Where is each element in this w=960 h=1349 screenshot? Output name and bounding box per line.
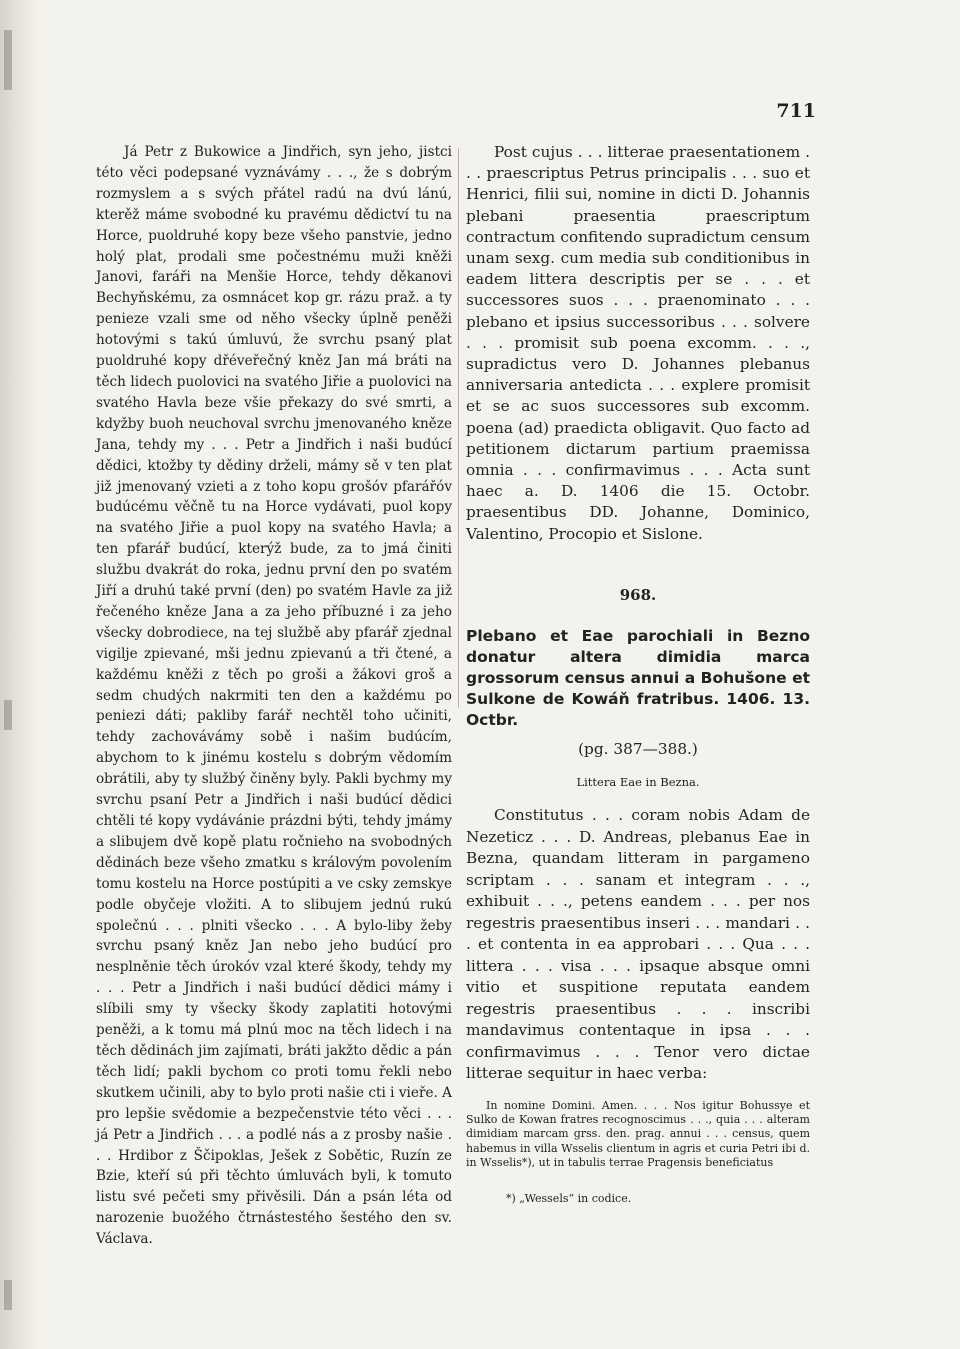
scan-binding-edge (0, 0, 40, 1349)
latin-body-text: Constitutus . . . coram nobis Adam de Nezeticz . . . D. Andreas, plebanus Eae in Bezna, quandam litteram in pargameno scriptam . . . sanam et integram . . ., exhibuit . . ., petens eandem . . . per nos regestris praesentibus inseri . . . mandari . . . et contenta in ea approbari . . . Qua . . . littera . . . visa . . . ipsaque absque omni vitio et suspitione reputata eandem regestris praesentibus . . . inscribi mandavimus contentaque in ipsa . . . confirmavimus . . . Tenor vero dictae litterae sequitur in haec verba: (466, 806, 810, 1083)
column-divider (458, 148, 459, 708)
left-column (96, 142, 452, 1250)
scan-artifact (4, 1280, 12, 1310)
continuation-text: Post cujus . . . litterae praesentationem . . . praescriptus Petrus principalis . . . suo et Henrici, filii sui, nomine in dicti D. Johannis plebani praesentia praescriptum contractum confitendo supradictum censum unam sexg. cum media sub conditionibus in eadem littera descriptis per se . . . et successores suos . . . praenominato . . . plebano et ipsius successoribus . . . solvere . . . promisit sub poena excomm. . . ., supradictus vero D. Johannes plebanus anniversaria antedicta . . . explere promisit et se ac suos successores sub excomm. poena (ad) praedicta obligavit. Quo facto ad petitionem dictarum partium praemissa omnia . . . confirmavimus . . . Acta sunt haec a. D. 1406 die 15. Octobr. praesentibus DD. Johanne, Dominico, Valentino, Procopio et Sislone. (466, 143, 810, 543)
footnote: *) „Wessels“ in codice. (506, 1191, 632, 1205)
document-heading: Plebano et Eae parochiali in Bezno donatur altera dimidia marca grossorum census annui a Bohušone et Sulkone de Kowáň fratribus. 1406. 13. Octbr. (466, 627, 810, 730)
document-number: 968. (619, 585, 657, 604)
rubric: Littera Eae in Bezna. (576, 775, 700, 790)
right-column (466, 142, 810, 1209)
page-number: 711 (776, 100, 816, 122)
scan-artifact (4, 30, 12, 90)
czech-charter-text: Já Petr z Bukowice a Jindřich, syn jeho, jistci této věci podepsané vyznávámy . . ., že s dobrým rozmyslem a s svých přátel radú na dvú lánú, kterěž máme svobodné ku pravému dědictví tu na Horce, puoldruhé kopy beze všeho panstvie, jedno holý plat, prodali sme počestnému muži kněži Janovi, faráři na Menšie Horce, tehdy děkanovi Bechyňskému, za osmnácet kop gr. rázu praž. a ty penieze vzali sme od něho všecky úplně peněži hotovými s takú úmluvú, že svrchu psaný plat puoldruhé kopy dřéveřečný kněz Jan má bráti na těch lidech puolovici na svatého Jiřie a puolovici na svatého Havla beze všie překazy do své smrti, a kdyžby buoh neuchoval svrchu jmenovaného kněze Jana, tehdy my . . . Petr a Jindřich i naši budúcí dědici, ktožby ty dědiny drželi, mámy sě v ten plat již jmenovaný vzieti a z toho kopu grošóv pfarářóv budúcému věčně tu na Horce vydávati, puol kopy na svatého Jiřie a puol kopy na svatého Havla; a ten pfarář budúcí, kterýž bude, za to jmá činiti službu dvakrát do roka, jednu první den po svatém Jiří a druhú také první (den) po svatém Havle za již řečeného kněze Jana a za jeho příbuzné i za jeho všecky dobrodiece, na tej službě aby pfarář zjednal vigilje zpievané, mši jednu zpievanú a tři čtené, a každému kněži z těch po groši a žákovi groš a sedm chudých nakrmiti ten den a každému po peniezi dáti; pakliby farář nechtěl toho učiniti, tehdy zachovávámy sobě i našim budúcím, abychom to k jinému kostelu s dobrým vědomím obrátili, aby ty službý činěny byly. Pakli bychmy my svrchu psaní Petr a Jindřich i naši budúcí dědici chtěli té kopy vydávánie prázdni býti, tehdy jmámy a slibujem dvě kopě platu ročnieho na svobodných dědinách beze všeho zmatku s královým povolením tomu kostelu na Horce postúpiti a ve csky zemskye podle obyčeje vložiti. A to slibujem jednú rukú společnú . . . plniti všecko . . . A bylo-liby žeby svrchu psaný kněz Jan nebo jeho budúcí pro nesplněnie těch úrokóv vzal které škody, tehdy my . . . Petr a Jindřich i naši budúcí dědici mámy i slíbili smy ty všecky škody zaplatiti hotovými peněži, a k tomu má plnú moc na těch lidech i na těch dědinách jim zajímati, bráti jakžto dědic a pán těch lidí; pakli bychom co proti tomu řekli nebo skutkem učinili, aby to bylo proti našie cti i vieře. A pro lepšie svědomie a bezpečenstvie této věci . . . já Petr a Jindřich . . . a podlé nás a z prosby našie . . . Hrdibor z Ščipoklas, Ješek z Sobětic, Ruzín ze Bzie, kteří sú při těchto úmluvách byli, k tomuto listu své pečeti smy přivěsili. Dán a psán léta od narozenie buožého čtrnástestého šestého den sv. Václava. (96, 144, 452, 1248)
scan-artifact (4, 700, 12, 730)
page-reference: (pg. 387—388.) (578, 740, 698, 759)
quoted-charter-text: In nomine Domini. Amen. . . . Nos igitur Bohussye et Sulko de Kowan fratres recognoscimus . . ., quia . . . alteram dimidiam marcam grss. den. prag. annui . . . census, quem habemus in villa Wsselis clientum in agris et curia Petri ibi d. in Wsselis*), ut in tabulis terrae Pragensis beneficiatus (466, 1098, 810, 1169)
